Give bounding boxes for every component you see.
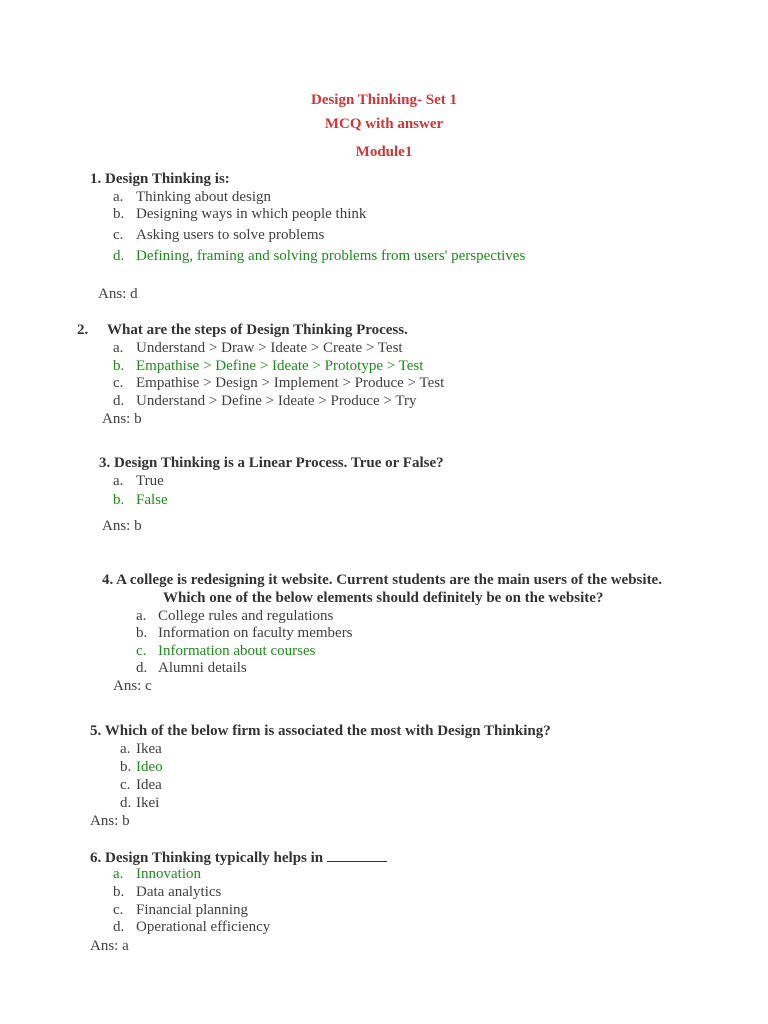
module-label: Module1 bbox=[355, 144, 413, 160]
option-text: Ikea bbox=[136, 741, 162, 757]
option-text: Designing ways in which people think bbox=[136, 206, 367, 222]
option-letter: d. bbox=[136, 660, 148, 676]
option-letter: d. bbox=[120, 795, 132, 811]
option-letter: d. bbox=[113, 919, 125, 935]
option-letter: a. bbox=[113, 340, 124, 356]
option-text: College rules and regulations bbox=[158, 608, 334, 624]
option-letter: c. bbox=[113, 375, 124, 391]
option-letter: b. bbox=[113, 358, 125, 374]
option-letter: c. bbox=[136, 643, 147, 659]
option-letter: a. bbox=[113, 866, 124, 882]
question-6-text: 6. Design Thinking typically helps in bbox=[90, 850, 324, 866]
question-2-number: 2. bbox=[77, 322, 89, 338]
option-text: Understand > Draw > Ideate > Create > Test bbox=[136, 340, 403, 356]
option-letter: a. bbox=[113, 473, 124, 489]
option-text: Alumni details bbox=[158, 660, 247, 676]
question-4-line-1: 4. A college is redesigning it website. Current students are the main users of the website. bbox=[102, 572, 662, 588]
option-text: Thinking about design bbox=[136, 189, 271, 205]
question-3: 3. Design Thinking is a Linear Process. True or False? bbox=[99, 455, 444, 471]
option-letter: d. bbox=[113, 393, 125, 409]
page-title: Design Thinking- Set 1 bbox=[310, 92, 457, 108]
option-text: Ikei bbox=[136, 795, 160, 811]
answer-3: Ans: b bbox=[102, 518, 142, 534]
option-letter: a. bbox=[136, 608, 147, 624]
option-text: Financial planning bbox=[136, 902, 249, 918]
option-letter: b. bbox=[113, 492, 125, 508]
option-text: Operational efficiency bbox=[136, 919, 271, 935]
question-5: 5. Which of the below firm is associated the most with Design Thinking? bbox=[90, 723, 551, 739]
option-letter: b. bbox=[113, 206, 125, 222]
option-text: False bbox=[136, 492, 168, 508]
option-letter: a. bbox=[120, 741, 131, 757]
answer-5: Ans: b bbox=[90, 813, 130, 829]
option-text: Information about courses bbox=[158, 643, 316, 659]
answer-4: Ans: c bbox=[113, 678, 152, 694]
answer-1: Ans: d bbox=[98, 286, 138, 302]
fill-in-blank bbox=[327, 848, 387, 862]
option-text: Data analytics bbox=[136, 884, 222, 900]
option-text: Defining, framing and solving problems from users' perspectives bbox=[136, 248, 526, 264]
option-text: Asking users to solve problems bbox=[136, 227, 325, 243]
question-1: 1. Design Thinking is: bbox=[90, 171, 230, 187]
answer-6: Ans: a bbox=[90, 938, 129, 954]
option-text: True bbox=[136, 473, 164, 489]
answer-2: Ans: b bbox=[102, 411, 142, 427]
question-6 bbox=[90, 848, 387, 867]
option-letter: b. bbox=[113, 884, 125, 900]
option-text: Understand > Define > Ideate > Produce > Try bbox=[136, 393, 417, 409]
option-text: Empathise > Define > Ideate > Prototype > Test bbox=[136, 358, 424, 374]
option-letter: d. bbox=[113, 248, 125, 264]
option-letter: c. bbox=[113, 227, 124, 243]
option-text: Empathise > Design > Implement > Produce > Test bbox=[136, 375, 445, 391]
option-text: Innovation bbox=[136, 866, 201, 882]
page-subtitle: MCQ with answer bbox=[324, 116, 444, 132]
option-letter: a. bbox=[113, 189, 124, 205]
option-letter: c. bbox=[113, 902, 124, 918]
option-letter: b. bbox=[120, 759, 132, 775]
question-2: What are the steps of Design Thinking Process. bbox=[107, 322, 408, 338]
option-text: Idea bbox=[136, 777, 162, 793]
option-text: Ideo bbox=[136, 759, 163, 775]
question-4-line-2: Which one of the below elements should definitely be on the website? bbox=[163, 590, 604, 606]
option-letter: b. bbox=[136, 625, 148, 641]
option-letter: c. bbox=[120, 777, 131, 793]
option-text: Information on faculty members bbox=[158, 625, 353, 641]
